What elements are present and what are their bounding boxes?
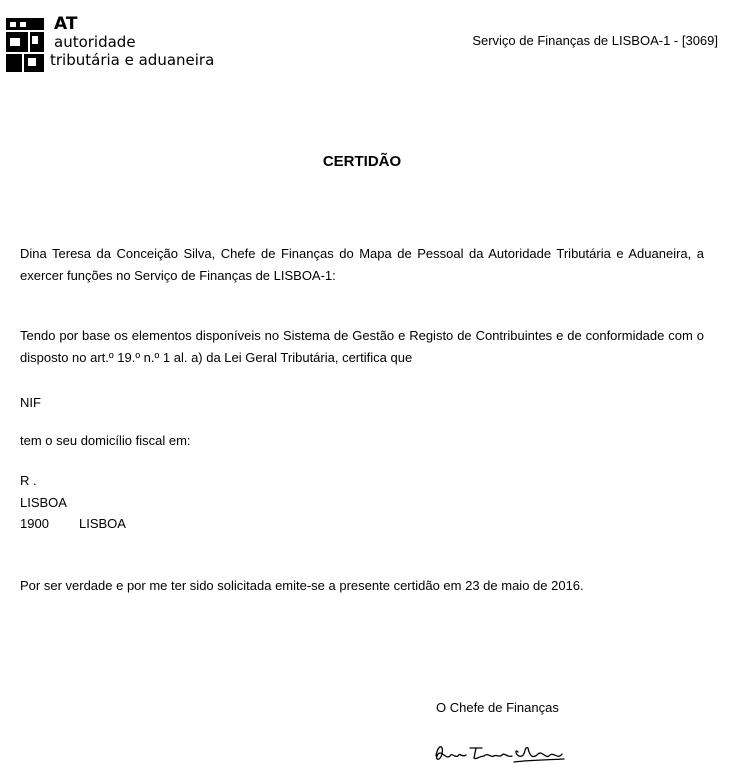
document-title: CERTIDÃO	[322, 153, 402, 170]
at-emblem-icon	[4, 16, 48, 74]
address-street: R .	[20, 473, 37, 488]
address-postal-code: 1900	[20, 516, 49, 531]
nif-label: NIF	[20, 395, 41, 410]
intro-paragraph: Dina Teresa da Conceição Silva, Chefe de Finanças do Mapa de Pessoal da Autoridade Tributária e Aduaneira, a exercer funções no Serviço de Finanças de LISBOA-1:	[20, 246, 704, 283]
closing-statement: Por ser verdade e por me ter sido solicitada emite-se a presente certidão em 23 de maio de 2016.	[20, 578, 584, 593]
tax-office-header: Serviço de Finanças de LISBOA-1 - [3069]	[472, 33, 718, 48]
address-locality: LISBOA	[20, 495, 67, 510]
at-logo	[4, 16, 232, 74]
logo-text-line1: autoridade	[54, 33, 136, 51]
logo-abbreviation: AT	[54, 14, 78, 34]
address-postal-city: LISBOA	[79, 516, 126, 531]
signature-title: O Chefe de Finanças	[436, 700, 559, 715]
handwritten-signature	[430, 738, 570, 768]
address-postal-line	[20, 516, 126, 532]
domicile-label: tem o seu domicílio fiscal em:	[20, 433, 191, 448]
legal-basis-paragraph: Tendo por base os elementos disponíveis no Sistema de Gestão e Registo de Contribuintes e de conformidade com o disposto no art.º 19.º n.º 1 al. a) da Lei Geral Tributária, certifica que	[20, 328, 704, 365]
logo-text-line2: tributária e aduaneira	[50, 51, 215, 69]
